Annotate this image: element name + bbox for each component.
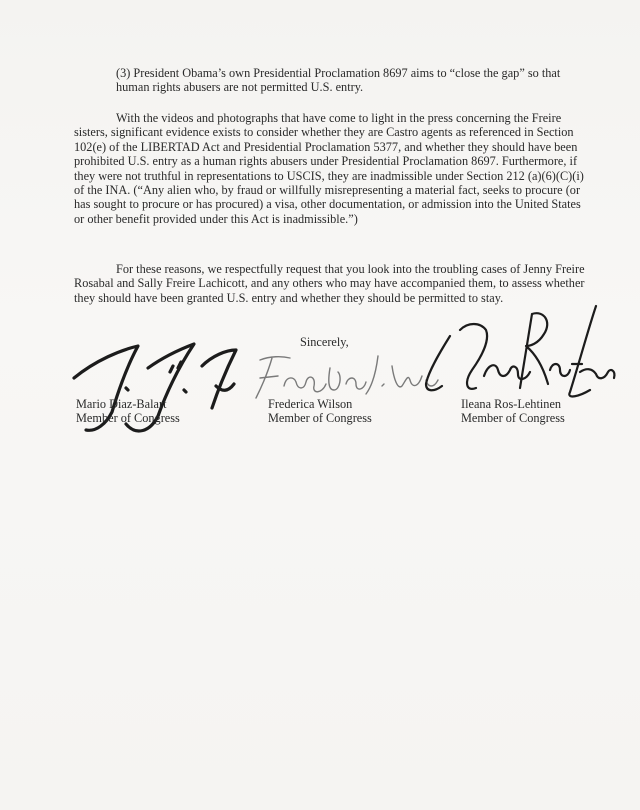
signer-block-ros-lehtinen <box>461 397 565 426</box>
closing-salutation: Sincerely, <box>300 335 349 349</box>
signer-name: Ileana Ros-Lehtinen <box>461 397 562 411</box>
signature-ros-lehtinen <box>420 300 620 410</box>
signer-title: Member of Congress <box>268 411 372 426</box>
signer-name: Mario Diaz-Balart <box>76 397 167 411</box>
paragraph-request: For these reasons, we respectfully request that you look into the troubling cases of Jenny Freire Rosabal and Sally Freire Lachicott, and any others who may have accompanied them, to assess whether they should have been granted U.S. entry and whether they should be permitted to stay. <box>74 262 585 305</box>
signer-name: Frederica Wilson <box>268 397 353 411</box>
paragraph-proclamation-8697: (3) President Obama’s own Presidential Proclamation 8697 aims to “close the gap” so that human rights abusers are not permitted U.S. entry. <box>116 66 561 95</box>
signer-block-diaz-balart <box>76 397 180 426</box>
signer-title: Member of Congress <box>461 411 565 426</box>
paragraph-freire-sisters-evidence: With the videos and photographs that have come to light in the press concerning the Freire sisters, significant evidence exists to consider whether they are Castro agents as referenced in Section 102(e) of the LIBERTAD Act and Presidential Proclamation 5377, and whether they should have been prohibited U.S. entry as a human rights abusers under Presidential Proclamation 8697. Furthermore, if they were not truthful in representations to USCIS, they are inadmissible under Section 212 (a)(6)(C)(i) of the INA. (“Any alien who, by fraud or willfully misrepresenting a material fact, seeks to procure (or has sought to procure or has procured) a visa, other documentation, or admission into the United States or other benefit provided under this Act is inadmissible.”) <box>74 111 584 226</box>
signer-title: Member of Congress <box>76 411 180 426</box>
signer-block-wilson <box>268 397 372 426</box>
